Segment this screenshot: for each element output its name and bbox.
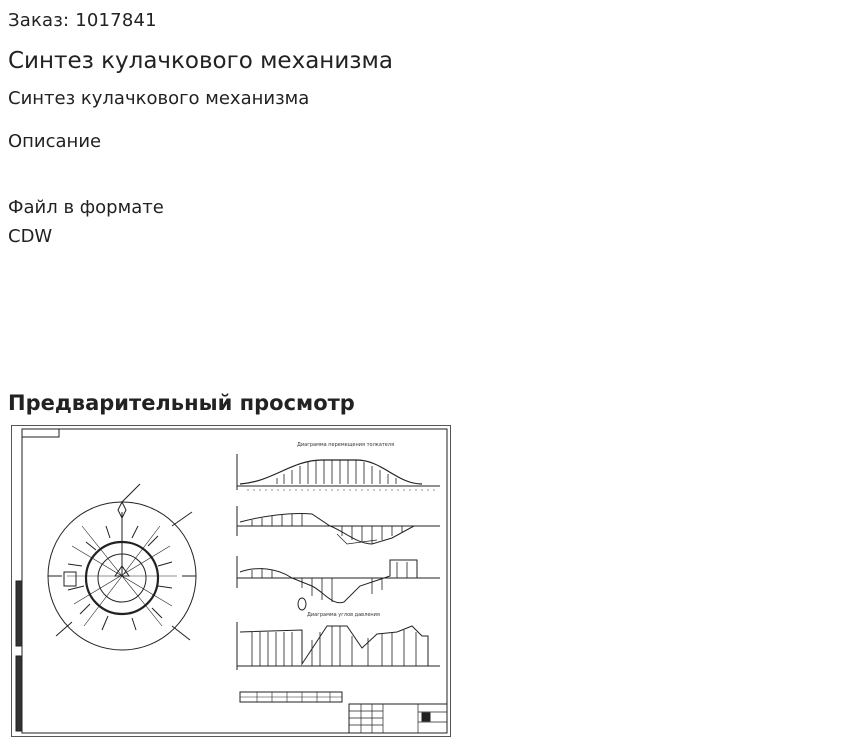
svg-text:Диаграмма углов давления: Диаграмма углов давления [307,612,380,618]
preview-heading: Предварительный просмотр [8,391,355,415]
description-heading: Описание [8,131,102,152]
preview-image[interactable] [11,425,451,737]
drawing-sheet [12,426,450,736]
order-number: Заказ: 1017841 [8,10,157,31]
file-format-text: Файл в формате CDW [8,197,164,247]
subtitle: Синтез кулачкового механизма [8,88,310,109]
page-title: Синтез кулачкового механизма [8,48,393,74]
svg-text:Диаграмма перемещения толкател: Диаграмма перемещения толкателя [297,442,395,448]
